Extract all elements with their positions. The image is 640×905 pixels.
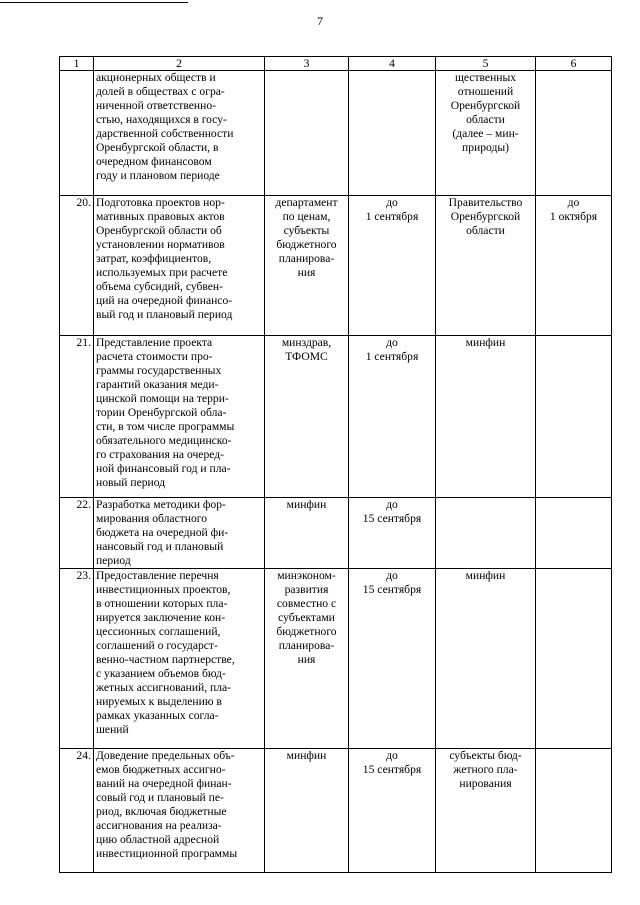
page-number: 7 xyxy=(317,14,323,28)
recipient-line: щественных xyxy=(454,71,517,84)
item-description xyxy=(94,196,265,336)
approval-deadline xyxy=(536,569,612,749)
deadline xyxy=(349,749,436,873)
recipient xyxy=(436,336,536,498)
deadline-line: 15 сентября xyxy=(362,512,422,525)
recipient xyxy=(436,569,536,749)
item-description-line: цинской помощи на терри- xyxy=(96,392,229,405)
deadline-line: до xyxy=(386,569,398,582)
item-description-line: Оренбургской области, в xyxy=(96,141,219,154)
item-description-line: очередном финансовом xyxy=(96,155,212,168)
item-description-line: шений xyxy=(96,723,129,736)
item-description xyxy=(94,498,265,569)
item-description-line: Подготовка проектов нор- xyxy=(96,196,225,209)
item-description-line: объема субсидий, субвен- xyxy=(96,280,223,293)
responsible-party-line: минфин xyxy=(286,498,327,511)
deadline xyxy=(349,498,436,569)
deadline-line: 15 сентября xyxy=(362,583,422,596)
item-description-line: цию областной адресной xyxy=(96,833,220,846)
responsible-party-line: ТФОМС xyxy=(285,350,328,363)
item-description-line: период xyxy=(96,554,131,567)
row-number xyxy=(60,71,94,196)
item-description-line: инвестиционных проектов, xyxy=(96,583,231,596)
approval-deadline-line: до xyxy=(567,196,580,209)
responsible-party xyxy=(265,336,349,498)
recipient-line: жетного пла- xyxy=(453,763,518,776)
responsible-party xyxy=(265,569,349,749)
recipient-line: Правительство xyxy=(448,196,523,209)
recipient-line: отношений xyxy=(457,85,514,98)
header-col-3: 3 xyxy=(265,57,349,71)
item-description-line: нируется заключение кон- xyxy=(96,611,226,624)
item-description-line: вый год и плановый период xyxy=(96,308,233,321)
item-description-line: акционерных обществ и xyxy=(96,71,216,84)
item-description-line: Предоставление перечня xyxy=(96,569,219,582)
responsible-party xyxy=(265,196,349,336)
recipient-line: минфин xyxy=(465,336,506,349)
responsible-party xyxy=(265,749,349,873)
approval-deadline xyxy=(536,196,612,336)
table-row xyxy=(60,71,612,196)
item-description-line: ваний на очередной финан- xyxy=(96,777,232,790)
item-description-line: тории Оренбургской обла- xyxy=(96,406,227,419)
item-description-line: жетных ассигнований, пла- xyxy=(96,681,232,694)
recipient-line: природы) xyxy=(461,141,509,154)
item-description-line: совый год и плановый пе- xyxy=(96,791,224,804)
item-description-line: граммы государственных xyxy=(96,364,222,377)
item-description-line: новый период xyxy=(96,476,166,489)
responsible-party-line: планирова- xyxy=(278,639,335,652)
item-description-line: дарственной собственности xyxy=(96,127,234,140)
header-col-1: 1 xyxy=(60,57,94,71)
approval-deadline-line: 1 октября xyxy=(549,210,598,223)
item-description-line: Оренбургской области об xyxy=(96,224,222,237)
item-description-line: ниченной ответственно- xyxy=(96,99,216,112)
item-description-line: ной финансовый год и пла- xyxy=(96,462,231,475)
item-description-line: обязательного медицинско- xyxy=(96,434,232,447)
recipient xyxy=(436,196,536,336)
responsible-party-line: совместно с xyxy=(276,597,337,610)
item-description-line: риод, включая бюджетные xyxy=(96,805,227,818)
header-col-4: 4 xyxy=(349,57,436,71)
recipient xyxy=(436,498,536,569)
item-description-line: используемых при расчете xyxy=(96,266,228,279)
table-row xyxy=(60,569,612,749)
item-description-line: емов бюджетных ассигно- xyxy=(96,763,226,776)
row-number: 23. xyxy=(60,569,94,749)
responsible-party-line: бюджетного xyxy=(276,625,337,638)
responsible-party-line: планирова- xyxy=(278,252,335,265)
item-description-line: установлении нормативов xyxy=(96,238,225,251)
item-description-line: с указанием объемов бюд- xyxy=(96,667,226,680)
header-row xyxy=(60,57,612,71)
item-description-line: ций на очередной финансо- xyxy=(96,294,233,307)
item-description-line: гарантий оказания меди- xyxy=(96,378,219,391)
deadline-line: до xyxy=(386,196,398,209)
recipient-line: области xyxy=(466,113,505,126)
item-description-line: мирования областного xyxy=(96,512,208,525)
responsible-party-line: департамент xyxy=(275,196,338,209)
approval-deadline xyxy=(536,336,612,498)
item-description-line: нансовый год и плановый xyxy=(96,540,224,553)
responsible-party xyxy=(265,71,349,196)
item-description-line: расчета стоимости про- xyxy=(96,350,213,363)
item-description-line: бюджета на очередной фи- xyxy=(96,526,229,539)
responsible-party-line: бюджетного xyxy=(276,238,337,251)
item-description-line: венно-частном партнерстве, xyxy=(96,653,235,666)
recipient-line: минфин xyxy=(465,569,506,582)
header-col-2: 2 xyxy=(94,57,265,71)
responsible-party-line: субъектами xyxy=(278,611,335,624)
recipient-line: субъекты бюд- xyxy=(449,749,522,762)
item-description-line: Разработка методики фор- xyxy=(96,498,226,511)
deadline-line: 1 сентября xyxy=(365,210,419,223)
deadline-line: 1 сентября xyxy=(365,350,419,363)
item-description-line: году и плановом периоде xyxy=(96,169,220,182)
recipient-line: нирования xyxy=(459,777,512,790)
item-description xyxy=(94,569,265,749)
deadline-line: до xyxy=(386,336,398,349)
recipient-line: области xyxy=(466,224,505,237)
recipient-line: Оренбургской xyxy=(450,210,521,223)
schedule-table xyxy=(59,56,612,873)
approval-deadline xyxy=(536,71,612,196)
item-description-line: стью, находящихся в госу- xyxy=(96,113,227,126)
item-description-line: сти, в том числе программы xyxy=(96,420,235,433)
responsible-party-line: ния xyxy=(297,653,316,666)
item-description-line: в отношении которых пла- xyxy=(96,597,228,610)
item-description xyxy=(94,336,265,498)
deadline-line: до xyxy=(386,498,398,511)
top-rule xyxy=(0,2,188,3)
approval-deadline xyxy=(536,498,612,569)
item-description-line: Доведение предельных объ- xyxy=(96,749,235,762)
responsible-party-line: субъекты xyxy=(283,224,330,237)
item-description xyxy=(94,71,265,196)
item-description-line: го страхования на очеред- xyxy=(96,448,224,461)
table-row xyxy=(60,498,612,569)
header-col-5: 5 xyxy=(436,57,536,71)
recipient-line: (далее – мин- xyxy=(452,127,519,140)
recipient xyxy=(436,71,536,196)
approval-deadline xyxy=(536,749,612,873)
deadline xyxy=(349,71,436,196)
item-description-line: ассигнования на реализа- xyxy=(96,819,222,832)
item-description-line: Представление проекта xyxy=(96,336,213,349)
row-number: 21. xyxy=(60,336,94,498)
deadline xyxy=(349,569,436,749)
row-number: 20. xyxy=(60,196,94,336)
item-description-line: рамках указанных согла- xyxy=(96,709,219,722)
deadline-line: 15 сентября xyxy=(362,763,422,776)
table-row xyxy=(60,749,612,873)
deadline xyxy=(349,196,436,336)
item-description-line: затрат, коэффициентов, xyxy=(96,252,212,265)
recipient-line: Оренбургской xyxy=(450,99,521,112)
table-row xyxy=(60,196,612,336)
responsible-party-line: развития xyxy=(284,583,329,596)
item-description-line: мативных правовых актов xyxy=(96,210,225,223)
row-number: 24. xyxy=(60,749,94,873)
responsible-party-line: по ценам, xyxy=(282,210,331,223)
responsible-party-line: минэконом- xyxy=(277,569,336,582)
item-description-line: цессионных соглашений, xyxy=(96,625,221,638)
item-description-line: нируемых к выделению в xyxy=(96,695,222,708)
deadline-line: до xyxy=(386,749,398,762)
table-row xyxy=(60,336,612,498)
item-description-line: соглашений о государст- xyxy=(96,639,218,652)
responsible-party-line: ния xyxy=(297,266,316,279)
item-description xyxy=(94,749,265,873)
item-description-line: инвестиционной программы xyxy=(96,847,238,860)
item-description-line: долей в обществах с огра- xyxy=(96,85,225,98)
responsible-party-line: минздрав, xyxy=(281,336,332,349)
recipient xyxy=(436,749,536,873)
responsible-party xyxy=(265,498,349,569)
responsible-party-line: минфин xyxy=(286,749,327,762)
deadline xyxy=(349,336,436,498)
header-col-6: 6 xyxy=(536,57,612,71)
row-number: 22. xyxy=(60,498,94,569)
